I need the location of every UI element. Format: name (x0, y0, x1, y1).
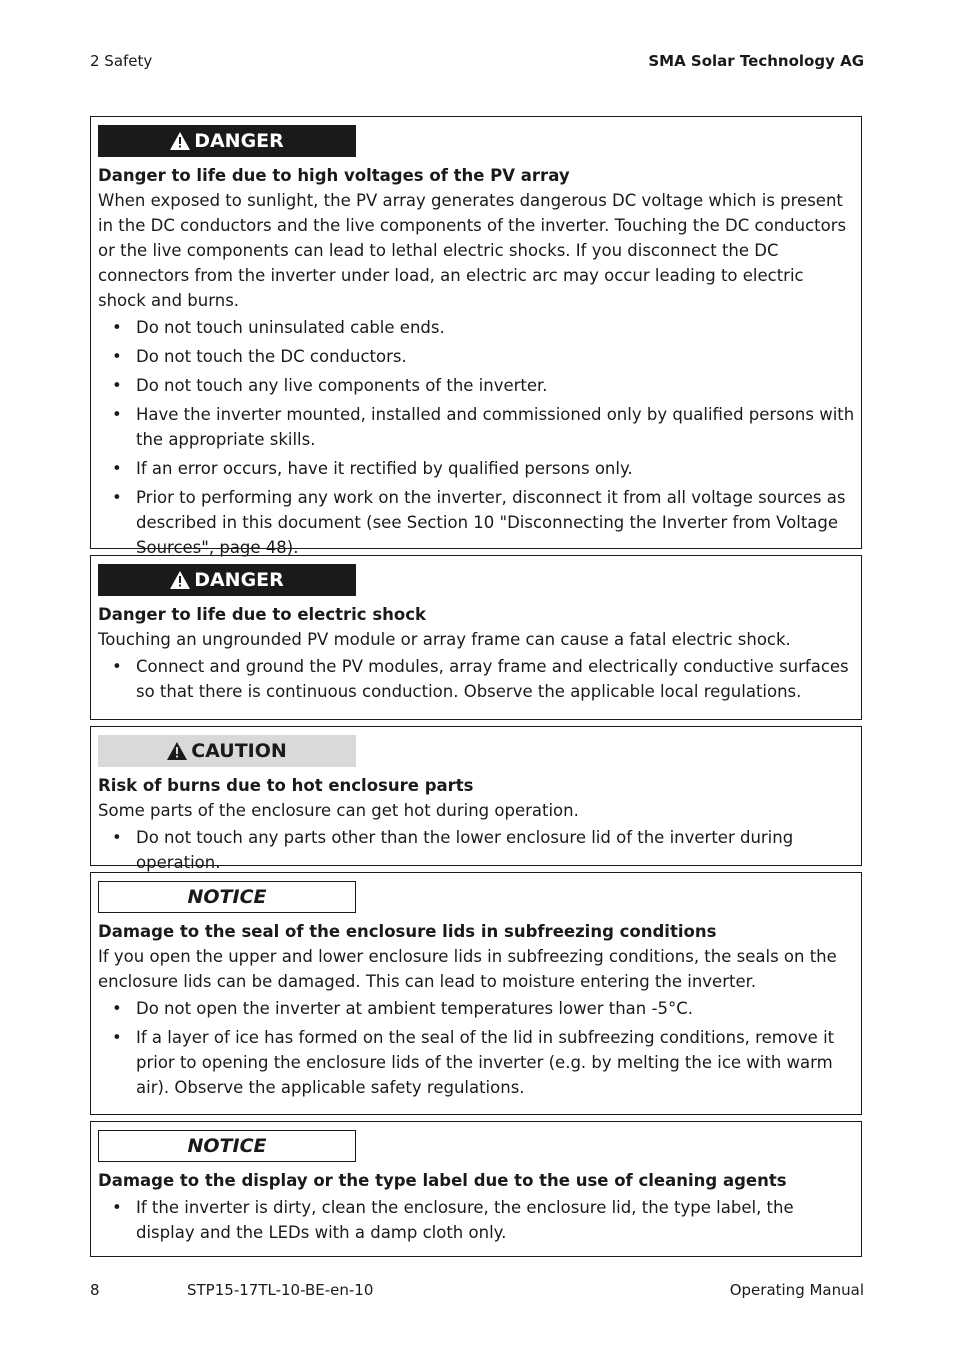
list-item: • Do not open the inverter at ambient temperatures lower than -5°C. (112, 999, 693, 1018)
box-title: Damage to the seal of the enclosure lids in subfreezing conditions (98, 922, 717, 941)
list-item: • Do not touch any live components of the inverter. (112, 376, 548, 395)
box-title: Risk of burns due to hot enclosure parts (98, 776, 474, 795)
caution-label: CAUTION (98, 735, 356, 767)
safety-box-danger-shock (90, 555, 862, 720)
header-company: SMA Solar Technology AG (648, 52, 864, 70)
list-item: • Do not touch uninsulated cable ends. (112, 318, 445, 337)
safety-box-caution (90, 726, 862, 872)
list-item: • If the inverter is dirty, clean the enclosure, the enclosure lid, the type label, the display and the LEDs with a damp cloth only. (112, 1198, 794, 1242)
list-item: • Have the inverter mounted, installed and commissioned only by qualified persons with the appropriate skills. (112, 405, 855, 449)
danger-label: DANGER (98, 564, 356, 596)
footer-doc-type: Operating Manual (729, 1281, 864, 1299)
notice-label: NOTICE (98, 1130, 356, 1162)
list-item: • If an error occurs, have it rectified by qualified persons only. (112, 459, 633, 478)
list-item: • Connect and ground the PV modules, array frame and electrically conductive surfaces so that there is continuous conduction. Observe the applicable local regulations. (112, 657, 849, 701)
warning-triangle-icon (167, 742, 187, 760)
warning-triangle-icon (170, 132, 190, 150)
list-item: • If a layer of ice has formed on the seal of the lid in subfreezing conditions, remove it prior to opening the enclosure lids of the inverter (e.g. by melting the ice with warm air). Observe the applicable safety regulations. (112, 1028, 835, 1097)
danger-label: DANGER (98, 125, 356, 157)
box-text: If you open the upper and lower enclosure lids in subfreezing conditions, the seals on the enclosure lids can be damaged. This can lead to moisture entering the inverter. (98, 947, 837, 991)
box-title: Damage to the display or the type label due to the use of cleaning agents (98, 1171, 787, 1190)
safety-box-danger-pv (90, 116, 862, 557)
safety-box-notice-seal (90, 872, 862, 1115)
header-section: 2 Safety (90, 52, 153, 70)
list-item: • Do not touch the DC conductors. (112, 347, 407, 366)
list-item: • Do not touch any parts other than the lower enclosure lid of the inverter during operation. (112, 828, 794, 872)
safety-box-notice-cleaning (90, 1121, 862, 1257)
bullet-list (98, 315, 855, 560)
bullet-list (98, 654, 855, 704)
bullet-list (98, 996, 855, 1100)
box-text: Touching an ungrounded PV module or array frame can cause a fatal electric shock. (98, 630, 791, 649)
footer-doc-id: STP15-17TL-10-BE-en-10 (187, 1281, 374, 1299)
box-text: Some parts of the enclosure can get hot during operation. (98, 801, 579, 820)
box-title: Danger to life due to electric shock (98, 605, 426, 624)
box-text: When exposed to sunlight, the PV array generates dangerous DC voltage which is present in the DC conductors and the live components of the inverter. Touching the DC conductors or the live components can lead to lethal electric shocks. If you disconnect the DC connectors from the inverter under load, an electric arc may occur leading to electric shock and burns. (98, 191, 847, 310)
notice-label: NOTICE (98, 881, 356, 913)
bullet-list (98, 1195, 855, 1245)
box-title: Danger to life due to high voltages of the PV array (98, 166, 570, 185)
list-item: • Prior to performing any work on the inverter, disconnect it from all voltage sources as described in this document (see Section 10 "Disconnecting the Inverter from Voltage Sources", page 48). (112, 488, 846, 557)
warning-triangle-icon (170, 571, 190, 589)
bullet-list (98, 825, 855, 875)
footer-page-number: 8 (90, 1281, 100, 1299)
